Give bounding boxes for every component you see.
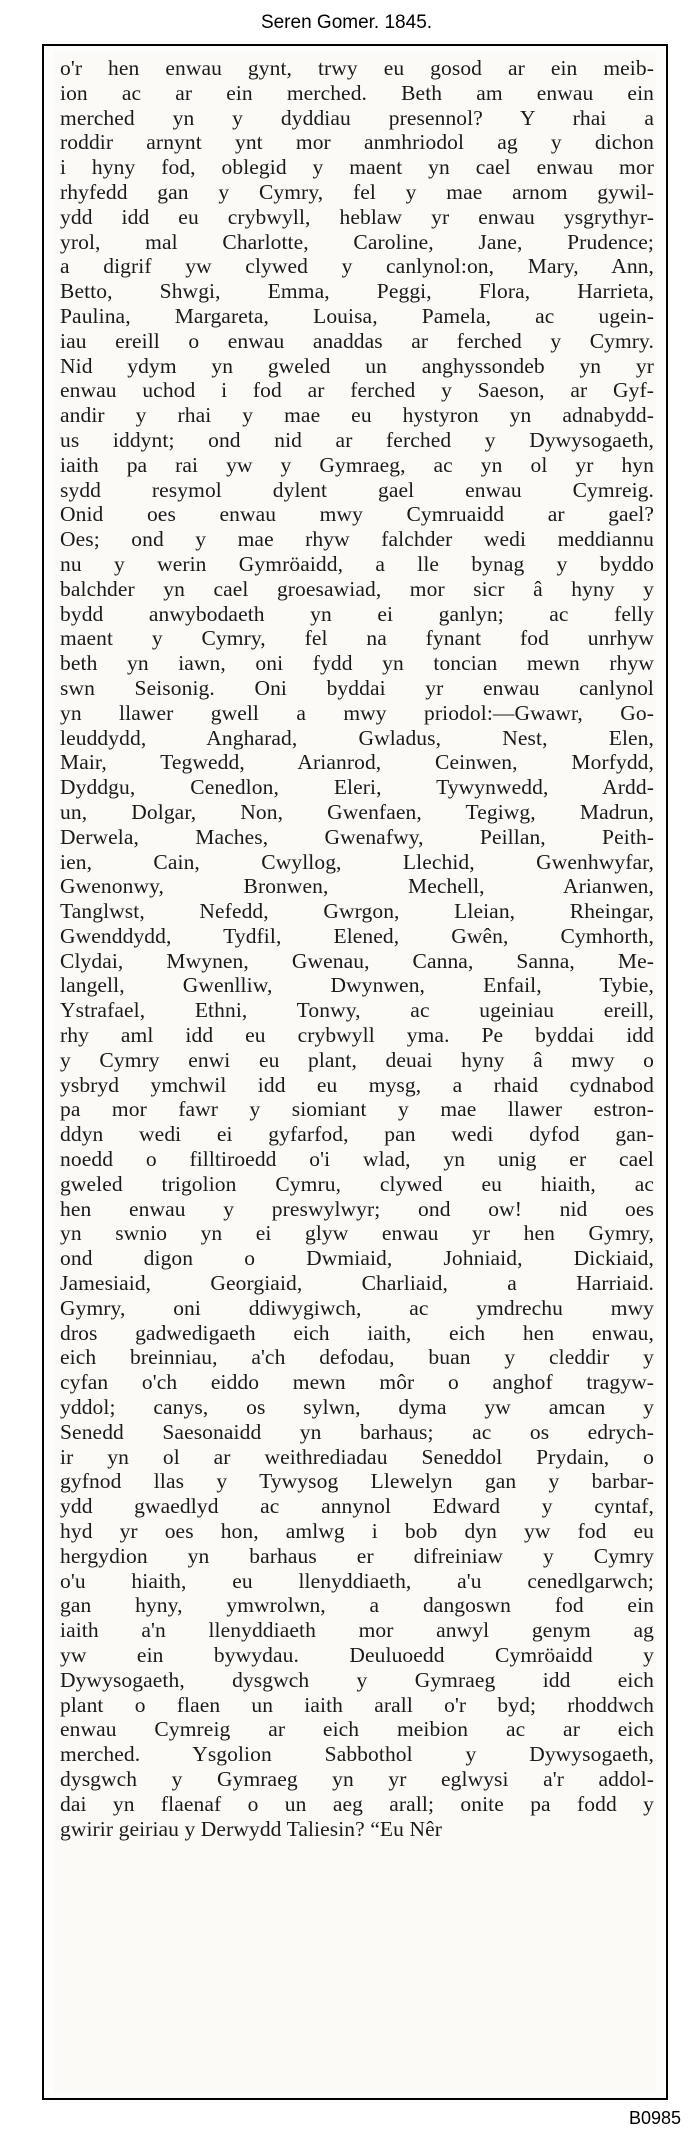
- text-line: merched yn y dyddiau presennol? Y rhai a: [60, 105, 654, 130]
- scanned-column: [54, 52, 656, 2092]
- text-line: o'r hen enwau gynt, trwy eu gosod ar ein meib-: [60, 56, 654, 80]
- text-line: Mair, Tegwedd, Arianrod, Ceinwen, Morfydd,: [60, 750, 654, 775]
- text-line: leuddydd, Angharad, Gwladus, Nest, Elen,: [60, 725, 654, 750]
- text-line: Gymry, oni ddiwygiwch, ac ymdrechu mwy: [60, 1295, 654, 1320]
- text-line: yn llawer gwell a mwy priodol:—Gwawr, Go-: [60, 700, 654, 725]
- text-line: ydd gwaedlyd ac annynol Edward y cyntaf,: [60, 1494, 654, 1519]
- text-line: sydd resymol dylent gael enwau Cymreig.: [60, 477, 654, 502]
- text-line: Clydai, Mwynen, Gwenau, Canna, Sanna, Me-: [60, 948, 654, 973]
- text-line: maent y Cymry, fel na fynant fod unrhyw: [60, 626, 654, 651]
- text-line: dros gadwedigaeth eich iaith, eich hen enwau,: [60, 1320, 654, 1345]
- text-line: Gwenddydd, Tydfil, Elened, Gwên, Cymhorth,: [60, 923, 654, 948]
- text-line: Senedd Saesonaidd yn barhaus; ac os edrych-: [60, 1419, 654, 1444]
- text-line: hergydion yn barhaus er difreiniaw y Cymry: [60, 1543, 654, 1568]
- text-line: rhyfedd gan y Cymry, fel y mae arnom gywil-: [60, 179, 654, 204]
- text-line: gwirir geiriau y Derwydd Taliesin? “Eu Nêr: [60, 1816, 443, 1841]
- text-line: Nid ydym yn gweled un anghyssondeb yn yr: [60, 353, 654, 378]
- text-line: gan hyny, ymwrolwn, a dangoswn fod ein: [60, 1593, 654, 1618]
- text-line: plant o flaen un iaith arall o'r byd; rhoddwch: [60, 1692, 654, 1717]
- text-line: noedd o filltiroedd o'i wlad, yn unig er cael: [60, 1147, 654, 1172]
- text-line: yn swnio yn ei glyw enwau yr hen Gymry,: [60, 1221, 654, 1246]
- document-code: B0985: [628, 2108, 681, 2128]
- text-line: Paulina, Margareta, Louisa, Pamela, ac ugein-: [60, 303, 654, 328]
- text-line: a digrif yw clywed y canlynol:on, Mary, Ann,: [60, 254, 654, 279]
- text-line: Dywysogaeth, dysgwch y Gymraeg idd eich: [60, 1667, 654, 1692]
- text-line: y Cymry enwi eu plant, deuai hyny â mwy o: [60, 1047, 654, 1072]
- text-line: dai yn flaenaf o un aeg arall; onite pa fodd y: [60, 1791, 654, 1816]
- text-line: andir y rhai y mae eu hystyron yn adnabydd-: [60, 403, 654, 428]
- text-line: Onid oes enwau mwy Cymruaidd ar gael?: [60, 502, 654, 527]
- text-line: o'u hiaith, eu llenyddiaeth, a'u cenedlgarwch;: [60, 1568, 654, 1593]
- scanned-page-frame: [42, 44, 668, 2100]
- text-line: Ystrafael, Ethni, Tonwy, ac ugeiniau ereill,: [60, 998, 654, 1023]
- text-line: Betto, Shwgi, Emma, Peggi, Flora, Harrieta,: [60, 279, 654, 304]
- text-line: iau ereill o enwau anaddas ar ferched y Cymry.: [60, 328, 654, 353]
- text-line: ysbryd ymchwil idd eu mysg, a rhaid cydnabod: [60, 1072, 654, 1097]
- text-line: ir yn ol ar weithrediadau Seneddol Prydain, o: [60, 1444, 654, 1469]
- text-line: yrol, mal Charlotte, Caroline, Jane, Prudence;: [60, 229, 654, 254]
- text-line: dysgwch y Gymraeg yn yr eglwysi a'r addol-: [60, 1766, 654, 1791]
- text-line: un, Dolgar, Non, Gwenfaen, Tegiwg, Madrun,: [60, 799, 654, 824]
- text-line: Dyddgu, Cenedlon, Eleri, Tywynwedd, Ardd-: [60, 775, 654, 800]
- text-line: cyfan o'ch eiddo mewn môr o anghof tragyw-: [60, 1370, 654, 1395]
- text-line: iaith pa rai yw y Gymraeg, ac yn ol yr hyn: [60, 452, 654, 477]
- text-line: Derwela, Maches, Gwenafwy, Peillan, Peith-: [60, 824, 654, 849]
- text-line: hen enwau y preswylwyr; ond ow! nid oes: [60, 1196, 654, 1221]
- text-line: Gwenonwy, Bronwen, Mechell, Arianwen,: [60, 874, 654, 899]
- text-line: roddir arnynt ynt mor anmhriodol ag y dichon: [60, 130, 654, 155]
- text-line: Jamesiaid, Georgiaid, Charliaid, a Harriaid.: [60, 1271, 654, 1296]
- text-line: ien, Cain, Cwyllog, Llechid, Gwenhwyfar,: [60, 849, 654, 874]
- text-line: langell, Gwenlliw, Dwynwen, Enfail, Tybie,: [60, 973, 654, 998]
- text-line: yddol; canys, os sylwn, dyma yw amcan y: [60, 1395, 654, 1420]
- text-line: ond digon o Dwmiaid, Johniaid, Dickiaid,: [60, 1246, 654, 1271]
- text-line: swn Seisonig. Oni byddai yr enwau canlynol: [60, 675, 654, 700]
- text-line: eich breinniau, a'ch defodau, buan y cleddir y: [60, 1345, 654, 1370]
- text-line: ydd idd eu crybwyll, heblaw yr enwau ysgrythyr-: [60, 204, 654, 229]
- text-line: hyd yr oes hon, amlwg i bob dyn yw fod eu: [60, 1519, 654, 1544]
- text-line: ddyn wedi ei gyfarfod, pan wedi dyfod gan-: [60, 1122, 654, 1147]
- text-line: bydd anwybodaeth yn ei ganlyn; ac felly: [60, 601, 654, 626]
- text-line: gweled trigolion Cymru, clywed eu hiaith, ac: [60, 1171, 654, 1196]
- text-line: pa mor fawr y siomiant y mae llawer estron-: [60, 1097, 654, 1122]
- text-line: enwau Cymreig ar eich meibion ac ar eich: [60, 1717, 654, 1742]
- text-line: nu y werin Gymröaidd, a lle bynag y byddo: [60, 551, 654, 576]
- page-header-title: Seren Gomer. 1845.: [260, 12, 433, 33]
- text-line: gyfnod llas y Tywysog Llewelyn gan y barbar-: [60, 1469, 654, 1494]
- text-line: merched. Ysgolion Sabbothol y Dywysogaeth,: [60, 1742, 654, 1767]
- text-line: balchder yn cael groesawiad, mor sicr â hyny y: [60, 576, 654, 601]
- article-text: [60, 56, 654, 1841]
- text-line: Oes; ond y mae rhyw falchder wedi meddiannu: [60, 527, 654, 552]
- text-line: Tanglwst, Nefedd, Gwrgon, Lleian, Rheingar,: [60, 899, 654, 924]
- text-line: iaith a'n llenyddiaeth mor anwyl genym ag: [60, 1618, 654, 1643]
- text-line: beth yn iawn, oni fydd yn toncian mewn rhyw: [60, 651, 654, 676]
- text-line: yw ein bywydau. Deuluoedd Cymröaidd y: [60, 1643, 654, 1667]
- text-line: enwau uchod i fod ar ferched y Saeson, ar Gyf-: [60, 378, 654, 403]
- text-line: us iddynt; ond nid ar ferched y Dywysogaeth,: [60, 427, 654, 452]
- text-line: i hyny fod, oblegid y maent yn cael enwau mor: [60, 155, 654, 180]
- text-line: ion ac ar ein merched. Beth am enwau ein: [60, 80, 654, 105]
- text-line: rhy aml idd eu crybwyll yma. Pe byddai idd: [60, 1023, 654, 1048]
